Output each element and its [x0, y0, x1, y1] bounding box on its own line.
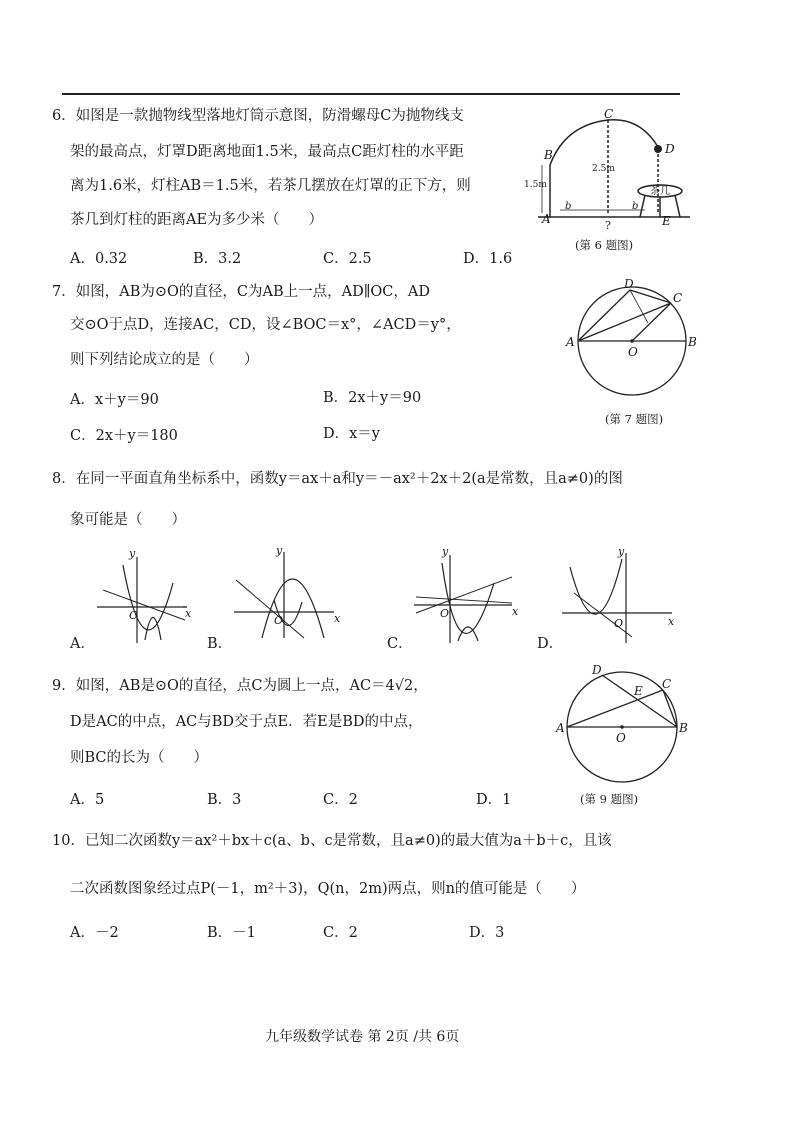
q9-label-c: C	[662, 677, 672, 691]
q6-label-q: ?	[605, 219, 611, 232]
q9-label-d: D	[592, 663, 602, 677]
q8-a-y: y	[129, 547, 136, 560]
q8-graph-d	[560, 545, 680, 645]
q7-label-c: C	[673, 291, 683, 305]
q8-a-x: x	[185, 607, 192, 620]
q10-option-c[interactable]: C．2	[323, 925, 358, 941]
q7-option-b[interactable]: B．2x＋y＝90	[323, 390, 422, 406]
page-footer: 九年级数学试卷 第 2页 /共 6页	[265, 1029, 460, 1045]
q10-option-d[interactable]: D．3	[469, 925, 505, 941]
q7-caption: (第 7 题图)	[605, 412, 664, 426]
q6-label-b2: b	[632, 201, 639, 212]
q6-line-4: 茶几到灯柱的距离AE为多少米（ ）	[70, 212, 324, 228]
q6-label-b: B	[544, 148, 553, 162]
q7-label-o: O	[628, 345, 638, 359]
q8-b-x: x	[334, 612, 341, 625]
q7-option-a[interactable]: A．x＋y＝90	[70, 392, 159, 408]
q8-option-d[interactable]: D．	[537, 636, 564, 652]
q8-graph-b	[232, 540, 347, 640]
q9-figure	[556, 660, 696, 788]
q9-option-b[interactable]: B．3	[207, 792, 242, 808]
q8-option-b[interactable]: B．	[207, 636, 233, 652]
q9-line-1: 9．如图，AB是⊙O的直径，点C为圆上一点，AC＝4√2，	[52, 678, 428, 694]
q6-option-c[interactable]: C．2.5	[323, 251, 372, 267]
q8-d-o: O	[614, 617, 624, 630]
q8-graph-a	[95, 545, 195, 645]
q7-option-d[interactable]: D．x＝y	[323, 426, 380, 442]
q8-a-o: O	[129, 609, 139, 622]
q8-line-2: 象可能是（ ）	[70, 512, 186, 528]
q9-label-o: O	[616, 731, 626, 745]
q8-d-x: x	[668, 615, 675, 628]
q6-label-c: C	[604, 107, 614, 121]
q6-label-a: A	[542, 212, 551, 226]
q7-line-3: 则下列结论成立的是（ ）	[70, 352, 259, 368]
q6-caption: (第 6 题图)	[575, 238, 634, 252]
q8-d-y: y	[618, 545, 625, 558]
q7-label-a: A	[566, 335, 575, 349]
q7-label-b: B	[688, 335, 697, 349]
q9-caption: (第 9 题图)	[580, 792, 639, 806]
q8-c-x: x	[512, 605, 519, 618]
q9-label-e: E	[634, 684, 643, 698]
q6-label-table: 茶几	[650, 186, 670, 197]
q8-option-c[interactable]: C．	[387, 636, 413, 652]
q7-label-d: D	[624, 277, 634, 291]
header-rule	[62, 93, 680, 95]
q8-option-a[interactable]: A．	[70, 636, 95, 652]
q9-line-3: 则BC的长为（ ）	[70, 750, 209, 766]
q6-line-3: 离为1.6米，灯柱AB＝1.5米，若茶几摆放在灯罩的正下方，则	[70, 178, 471, 194]
q9-option-c[interactable]: C．2	[323, 792, 358, 808]
q9-line-2: D是AC的中点，AC与BD交于点E．若E是BD的中点，	[70, 714, 423, 730]
q6-option-b[interactable]: B．3.2	[193, 251, 242, 267]
q7-figure	[568, 278, 698, 408]
q6-option-d[interactable]: D．1.6	[463, 251, 513, 267]
q10-line-2: 二次函数图象经过点P(－1，m²＋3)，Q(n，2m)两点，则n的值可能是（ ）	[70, 881, 586, 897]
q9-option-a[interactable]: A．5	[70, 792, 105, 808]
q7-line-2: 交⊙O于点D，连接AC，CD，设∠BOC＝x°，∠ACD＝y°，	[70, 317, 461, 333]
q8-graph-c	[412, 543, 522, 648]
q6-label-e: E	[662, 214, 671, 228]
q6-line-2: 架的最高点，灯罩D距离地面1.5米，最高点C距灯柱的水平距	[70, 144, 464, 160]
q6-label-h2: 2.5m	[592, 164, 615, 174]
q6-line-1: 6．如图是一款抛物线型落地灯筒示意图，防滑螺母C为抛物线支	[52, 108, 464, 124]
q6-label-d: D	[665, 142, 675, 156]
q7-option-c[interactable]: C．2x＋y＝180	[70, 428, 178, 444]
q8-c-o: O	[440, 607, 450, 620]
q10-option-a[interactable]: A．－2	[70, 925, 119, 941]
q6-label-h1: 1.5m	[524, 180, 547, 190]
q6-label-b1: b	[565, 201, 572, 212]
q9-option-d[interactable]: D．1	[476, 792, 512, 808]
q7-line-1: 7．如图，AB为⊙O的直径，C为AB上一点，AD∥OC，AD	[52, 284, 430, 300]
q9-label-a: A	[556, 721, 565, 735]
q8-line-1: 8．在同一平面直角坐标系中，函数y＝ax＋a和y＝－ax²＋2x＋2(a是常数，且a≠0)的图	[52, 471, 623, 487]
q6-figure	[520, 105, 700, 230]
q8-b-o: O	[274, 614, 284, 627]
q10-line-1: 10．已知二次函数y＝ax²＋bx＋c(a、b、c是常数，且a≠0)的最大值为a＋b＋c，且该	[52, 833, 612, 849]
q8-c-y: y	[442, 545, 449, 558]
q9-label-b: B	[679, 721, 688, 735]
q10-option-b[interactable]: B．－1	[207, 925, 256, 941]
q8-b-y: y	[276, 544, 283, 557]
q6-option-a[interactable]: A．0.32	[70, 251, 128, 267]
